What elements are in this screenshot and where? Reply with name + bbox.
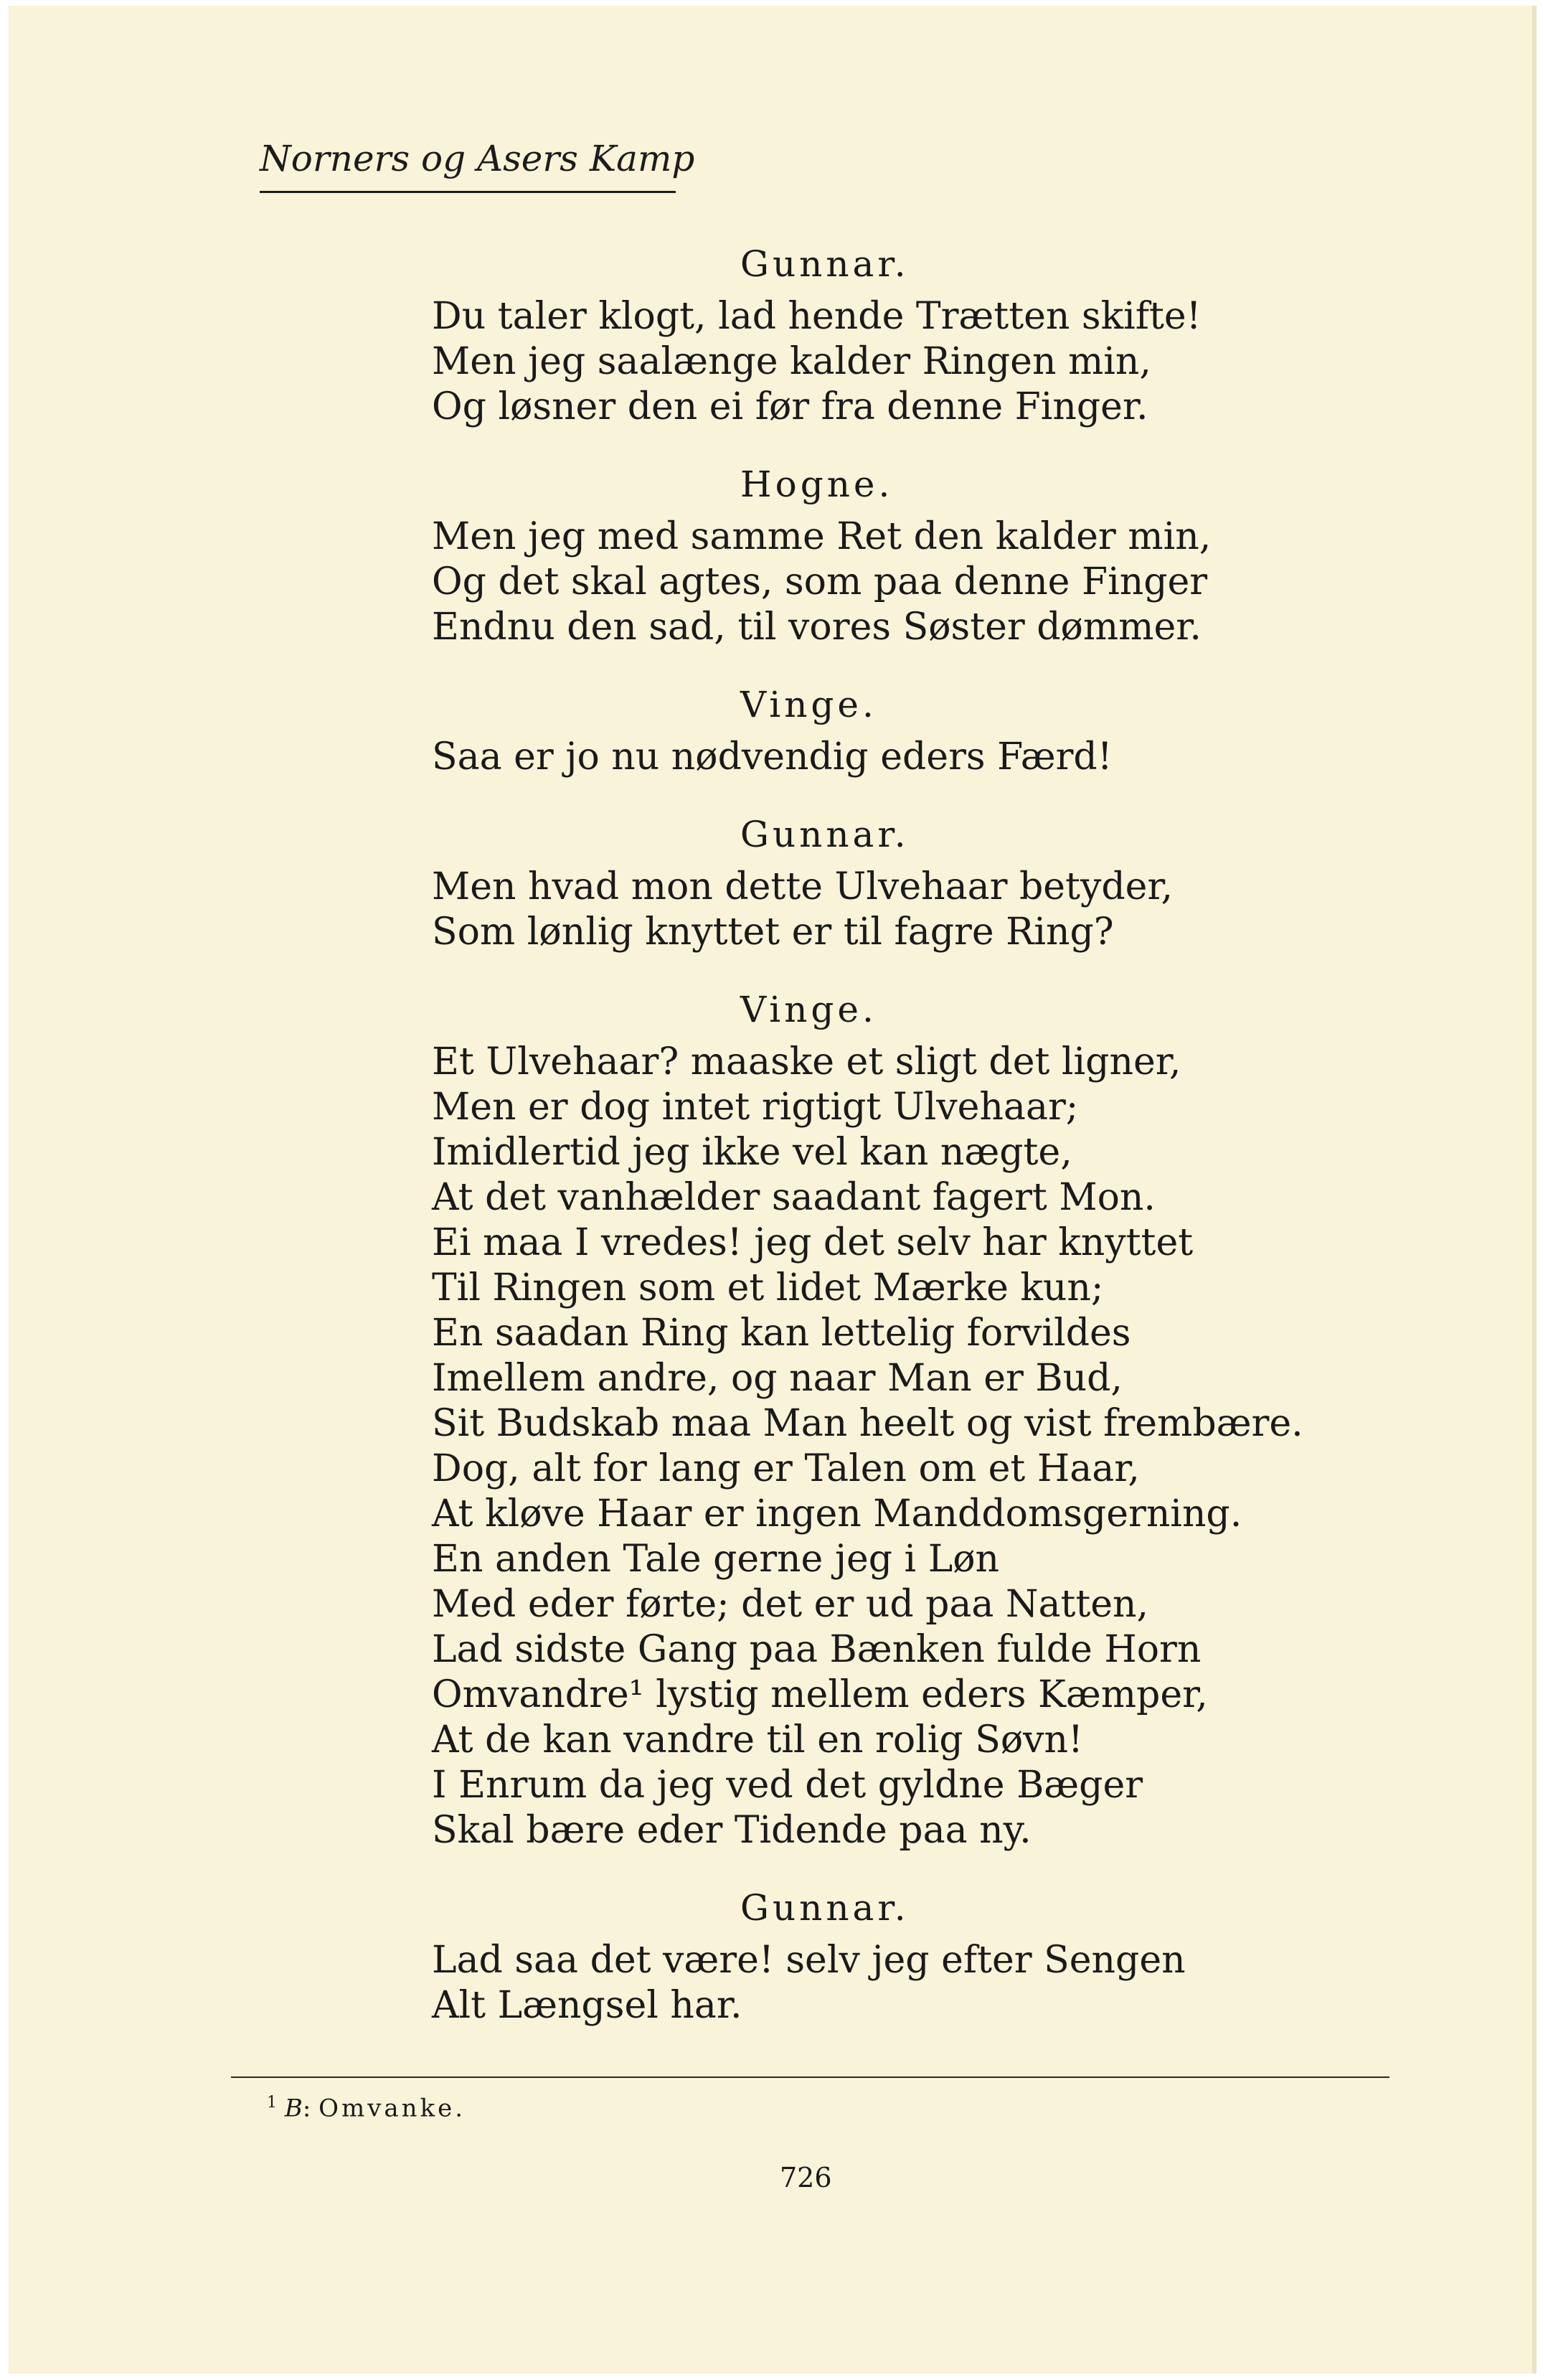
verse-line: Alt Længsel har. <box>432 1984 742 2027</box>
verse-line: En anden Tale gerne jeg i Løn <box>432 1538 1000 1581</box>
verse-line: Men hvad mon dette Ulvehaar betyder, <box>432 865 1174 908</box>
verse-line: Som lønlig knyttet er til fagre Ring? <box>432 911 1114 954</box>
verse-line: Med eder førte; det er ud paa Natten, <box>432 1583 1149 1626</box>
speaker-name: Vinge. <box>740 684 877 725</box>
footnote-source: B <box>284 2094 303 2123</box>
verse-line: Lad sidste Gang paa Bænken fulde Horn <box>432 1628 1202 1671</box>
verse-line: At kløve Haar er ingen Manddomsgerning. <box>432 1492 1242 1535</box>
page-number: 726 <box>780 2162 832 2193</box>
running-head-underline <box>260 191 676 193</box>
running-head: Norners og Asers Kamp <box>260 138 695 179</box>
speaker-name: Hogne. <box>740 464 894 505</box>
verse-line: Du taler klogt, lad hende Trætten skifte! <box>432 295 1202 338</box>
verse-line: Imellem andre, og naar Man er Bud, <box>432 1357 1123 1400</box>
verse-line: Skal bære eder Tidende paa ny. <box>432 1809 1032 1852</box>
verse-line: I Enrum da jeg ved det gyldne Bæger <box>432 1764 1143 1807</box>
verse-line: Lad saa det være! selv jeg efter Sengen <box>432 1939 1186 1982</box>
speaker-name: Gunnar. <box>740 243 910 285</box>
footnote-separator-char: : <box>302 2094 311 2123</box>
verse-line: Men er dog intet rigtigt Ulvehaar; <box>432 1086 1079 1129</box>
speaker-name: Gunnar. <box>740 1887 910 1929</box>
verse-line: Et Ulvehaar? maaske et sligt det ligner, <box>432 1040 1181 1083</box>
verse-line: Sit Budskab maa Man heelt og vist frembære. <box>432 1402 1303 1445</box>
verse-line: Og løsner den ei før fra denne Finger. <box>432 385 1148 428</box>
footnote <box>267 2094 466 2122</box>
verse-line: Dog, alt for lang er Talen om et Haar, <box>432 1447 1140 1490</box>
footnote-separator <box>231 2076 1389 2078</box>
verse-line: Imidlertid jeg ikke vel kan nægte, <box>432 1131 1072 1174</box>
footnote-marker: 1 <box>267 2094 277 2112</box>
verse-line: At de kan vandre til en rolig Søvn! <box>432 1718 1083 1762</box>
verse-line: Saa er jo nu nødvendig eders Færd! <box>432 735 1113 779</box>
verse-line: En saadan Ring kan lettelig forvildes <box>432 1312 1131 1355</box>
verse-text <box>432 243 1364 2028</box>
book-page <box>9 6 1537 2374</box>
verse-line: At det vanhælder saadant fagert Mon. <box>432 1176 1156 1219</box>
verse-line: Men jeg saalænge kalder Ringen min, <box>432 340 1151 383</box>
verse-line: Og det skal agtes, som paa denne Finger <box>432 560 1208 603</box>
speaker-name: Vinge. <box>740 989 877 1030</box>
speaker-name: Gunnar. <box>740 814 910 855</box>
verse-line: Omvandre¹ lystig mellem eders Kæmper, <box>432 1673 1208 1716</box>
verse-line: Ei maa I vredes! jeg det selv har knyttet <box>432 1221 1194 1264</box>
verse-line: Men jeg med samme Ret den kalder min, <box>432 515 1212 558</box>
verse-line: Endnu den sad, til vores Søster dømmer. <box>432 606 1202 649</box>
verse-line: Til Ringen som et lidet Mærke kun; <box>432 1266 1104 1309</box>
footnote-text: Omvanke. <box>318 2094 466 2123</box>
